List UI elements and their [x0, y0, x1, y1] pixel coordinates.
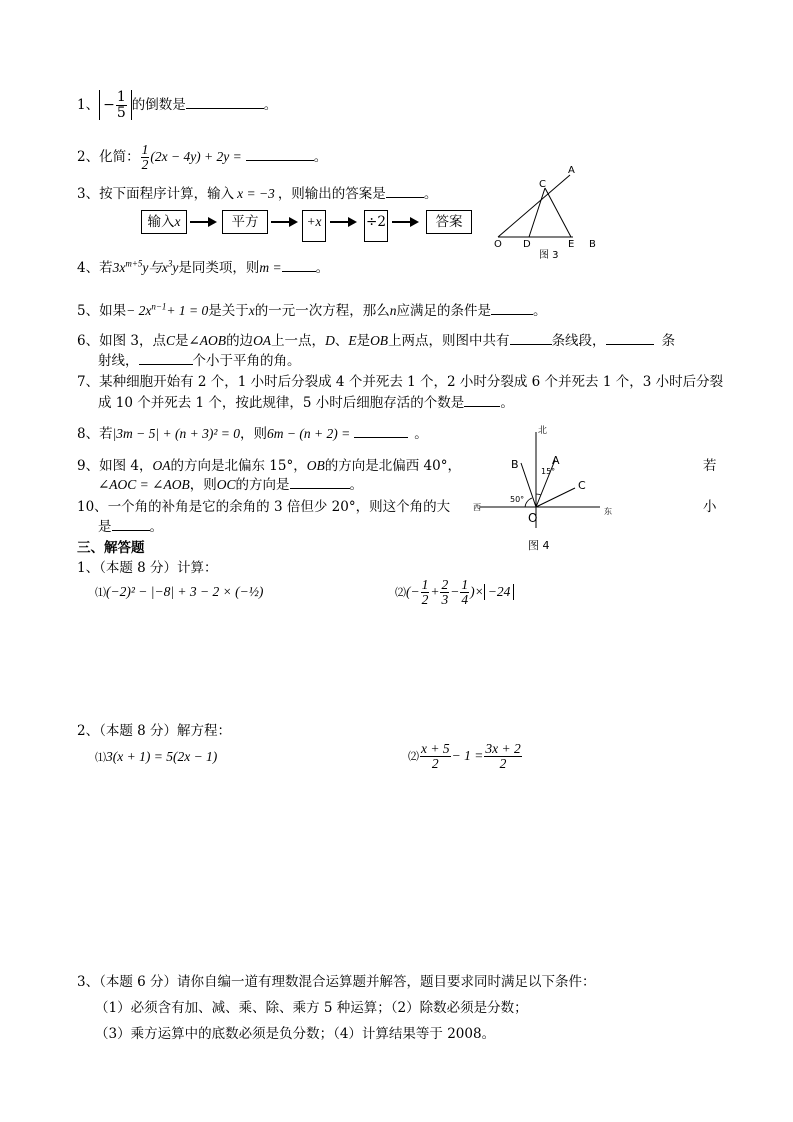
variable: OB	[370, 333, 389, 348]
question-1	[77, 90, 277, 120]
period: 。	[423, 186, 438, 202]
answer-blank[interactable]	[139, 351, 193, 365]
arrow-icon	[392, 221, 417, 223]
question-text: 是关于	[208, 303, 249, 319]
label-c: C	[578, 479, 586, 492]
question-text: 如图 3，点	[99, 333, 166, 349]
flow-label: +x	[306, 214, 322, 229]
variable: C	[165, 333, 175, 348]
flow-label: ÷2	[366, 214, 386, 230]
answer-blank[interactable]	[491, 301, 533, 315]
abs-value: −24	[484, 584, 515, 600]
denominator: 2	[499, 756, 507, 772]
operator: −	[450, 584, 460, 600]
period: 。	[414, 426, 428, 442]
label-a: A	[568, 165, 575, 176]
expression: )×	[470, 584, 484, 600]
flow-square-box	[222, 210, 268, 234]
flow-divide-box	[364, 210, 388, 242]
question-text: 条线段，	[551, 333, 606, 349]
question-text: ，则输出的答案是	[277, 186, 386, 202]
segment-cd	[529, 188, 545, 237]
label-b: B	[589, 239, 596, 250]
question-text: 的倒数是	[131, 97, 186, 114]
part-label: ⑵	[395, 586, 406, 600]
denominator: 4	[461, 592, 469, 608]
period: 。	[349, 477, 363, 493]
period: 。	[263, 97, 278, 114]
denominator: 2	[431, 756, 439, 772]
answer-blank[interactable]	[246, 147, 314, 161]
question-10-xiao: 小	[703, 499, 717, 515]
denominator: 5	[116, 104, 126, 121]
expression: + 1 = 0	[166, 303, 209, 318]
answer-blank[interactable]	[186, 95, 264, 109]
label-e: E	[568, 239, 575, 250]
answer-blank[interactable]	[354, 424, 408, 438]
question-text: 应满足的条件是	[396, 303, 492, 319]
segment-ce	[545, 188, 571, 237]
question-number: 1、	[77, 97, 100, 114]
question-text: 射线，	[98, 353, 139, 369]
expression: (−	[406, 584, 420, 600]
label-east: 东	[604, 507, 612, 516]
question-number: 8、	[77, 426, 100, 442]
answer-blank[interactable]	[510, 331, 552, 345]
label-b: B	[511, 458, 519, 471]
flow-label: 输入	[147, 214, 175, 230]
question-7-line-2	[98, 391, 514, 411]
expression: (−2)² − |−8| + 3 − 2 × (−½)	[106, 584, 264, 599]
numerator: 1	[421, 577, 429, 592]
question-7-line-1	[77, 370, 723, 390]
question-text: 是	[98, 519, 112, 535]
question-4	[77, 256, 329, 276]
denominator: 2	[421, 592, 429, 608]
minus-sign: −	[103, 97, 115, 114]
solve-3-condition-2: （3）乘方运算中的底数必须是负分数；（4）计算结果等于 2008。	[95, 1026, 496, 1042]
arrow-icon	[330, 221, 355, 223]
label-angle-50: 50°	[510, 495, 525, 504]
question-9-ruo: 若	[703, 458, 717, 474]
question-text: 个小于平角的角。	[192, 353, 301, 369]
question-number: 6、	[77, 333, 100, 349]
numerator: x + 5	[421, 741, 450, 756]
question-6-line-1	[77, 329, 675, 349]
denominator: 3	[441, 592, 449, 608]
question-text: 如果	[99, 303, 127, 319]
angle-arc-15	[536, 494, 541, 495]
numerator: 1	[461, 577, 469, 592]
numerator: 1	[116, 89, 126, 105]
expression: x = −3	[237, 186, 275, 201]
period: 。	[313, 149, 328, 166]
expression: 3x	[112, 260, 126, 275]
variable: OB	[306, 458, 325, 473]
solve-1-title: 1、（本题 8 分）计算：	[77, 560, 218, 576]
expression: − 2x	[126, 303, 152, 318]
ray-oc	[536, 488, 575, 507]
question-number: 2、	[77, 149, 100, 166]
period: 。	[149, 519, 163, 535]
question-text: 是	[175, 333, 189, 349]
answer-blank[interactable]	[112, 517, 150, 531]
expression: (2x − 4y) + 2y =	[150, 149, 242, 165]
expression: 6m − (n + 2) =	[267, 426, 351, 441]
question-number: 7、	[77, 374, 100, 390]
question-text: 化简：	[99, 149, 140, 166]
solve-3-title: 3、（本题 6 分）请你自编一道有理数混合运算题并解答，题目要求同时满足以下条件：	[77, 974, 596, 990]
solve-2-part-1	[95, 749, 217, 765]
label-west: 西	[473, 503, 481, 512]
question-10-line-2	[98, 515, 163, 535]
question-text: 某种细胞开始有 2 个，1 小时后分裂成 4 个并死去 1 个，2 小时分裂成 6 个并死去 1 个，3 小时后分裂	[99, 374, 724, 390]
answer-blank[interactable]	[290, 475, 350, 489]
answer-blank[interactable]	[606, 331, 654, 345]
numerator: 3x + 2	[485, 741, 521, 756]
question-text: ，则	[240, 426, 267, 442]
question-text: 若	[99, 260, 113, 276]
question-5	[77, 299, 547, 319]
solve-2-part-2	[408, 742, 523, 771]
question-6-line-2	[98, 349, 301, 369]
question-text: 的边	[226, 333, 254, 349]
operator: +	[430, 584, 440, 600]
solve-1-part-2	[395, 578, 514, 607]
part-label: ⑵	[408, 750, 419, 764]
label-north: 北	[538, 426, 548, 436]
arrow-icon	[190, 221, 215, 223]
variable: E	[348, 333, 357, 348]
part-label: ⑴	[95, 586, 106, 599]
ray-oa	[498, 175, 570, 237]
flow-label: 平方	[231, 214, 259, 230]
question-9-line-1	[77, 454, 461, 474]
question-text: 上一点，	[271, 333, 326, 349]
figure-3	[488, 160, 603, 262]
question-9-line-2	[98, 473, 363, 493]
exponent: n−1	[151, 301, 167, 312]
label-o: O	[494, 239, 502, 250]
question-text: 的方向是	[235, 477, 290, 493]
exponent: 3	[167, 258, 173, 269]
answer-blank[interactable]	[464, 393, 500, 407]
figure-caption: 图 4	[528, 539, 550, 552]
arrow-icon	[271, 221, 296, 223]
question-text: 如图 4，	[99, 458, 153, 474]
expression: ∠AOB	[188, 333, 227, 348]
expression: − 1 =	[451, 748, 484, 764]
variable: OC	[216, 477, 236, 492]
variable: D	[325, 333, 335, 348]
label-c: C	[539, 179, 546, 190]
expression: |3m − 5| + (n + 3)² = 0	[112, 426, 240, 441]
label-angle-15: 15°	[541, 467, 556, 476]
question-text: 的一元一次方程，那么	[254, 303, 390, 319]
figure-4	[470, 418, 620, 553]
solve-2-title: 2、（本题 8 分）解方程：	[77, 723, 232, 739]
section-heading: 三、解答题	[77, 540, 145, 556]
expression: y	[172, 260, 179, 275]
exponent: m+5	[125, 258, 143, 269]
question-number: 4、	[77, 260, 100, 276]
flow-label: 答案	[435, 214, 463, 230]
figure-caption: 图 3	[539, 250, 559, 261]
question-2	[77, 143, 327, 172]
variable: n	[389, 303, 397, 318]
expression: 3(x + 1) = 5(2x − 1)	[106, 749, 218, 764]
label-o: O	[528, 511, 538, 525]
flow-answer-box	[426, 210, 472, 234]
flow-input-box	[141, 210, 187, 234]
question-text: 是同类项，则	[178, 260, 260, 276]
expression: y与x	[142, 260, 168, 275]
question-text: ，则	[189, 477, 217, 493]
question-number: 9、	[77, 458, 100, 474]
question-text: 条	[661, 333, 676, 349]
period: 。	[500, 395, 514, 411]
question-text: 是	[356, 333, 371, 349]
solve-3-condition-1: （1）必须含有加、减、乘、除、乘方 5 种运算；（2）除数必须是分数；	[95, 1000, 528, 1016]
question-10-line-1	[77, 495, 450, 515]
question-text: 的方向是北偏东 15°，	[170, 458, 307, 474]
abs-value	[99, 90, 132, 120]
part-label: ⑴	[95, 751, 106, 764]
angle-arc-50	[525, 498, 532, 507]
question-text: 、	[334, 333, 349, 349]
question-number: 10、	[77, 499, 108, 515]
question-text: 的方向是北偏西 40°，	[324, 458, 461, 474]
question-3	[77, 182, 437, 202]
expression: m =	[259, 260, 282, 275]
period: 。	[315, 260, 330, 276]
label-d: D	[523, 239, 531, 250]
variable: OA	[253, 333, 272, 348]
variable: x	[248, 303, 255, 318]
period: 。	[533, 303, 547, 319]
variable: x	[174, 214, 181, 229]
flow-plus-box	[302, 210, 326, 242]
solve-1-part-1	[95, 584, 263, 600]
question-text: 上两点，则图中共有	[388, 333, 510, 349]
denominator: 2	[141, 157, 149, 173]
question-8	[77, 422, 428, 442]
question-text: 按下面程序计算，输入	[99, 186, 235, 202]
question-text: 成 10 个并死去 1 个，按此规律，5 小时后细胞存活的个数是	[98, 395, 465, 411]
answer-blank[interactable]	[386, 184, 424, 198]
variable: OA	[152, 458, 171, 473]
expression: ∠AOC = ∠AOB	[98, 477, 190, 492]
question-number: 3、	[77, 186, 100, 202]
numerator: 2	[441, 577, 449, 592]
label-a: A	[552, 454, 560, 467]
question-text: 若	[99, 426, 113, 442]
question-number: 5、	[77, 303, 100, 319]
answer-blank[interactable]	[282, 258, 316, 272]
question-text: 一个角的补角是它的余角的 3 倍但少 20°，则这个角的大	[107, 499, 451, 515]
numerator: 1	[141, 142, 149, 157]
